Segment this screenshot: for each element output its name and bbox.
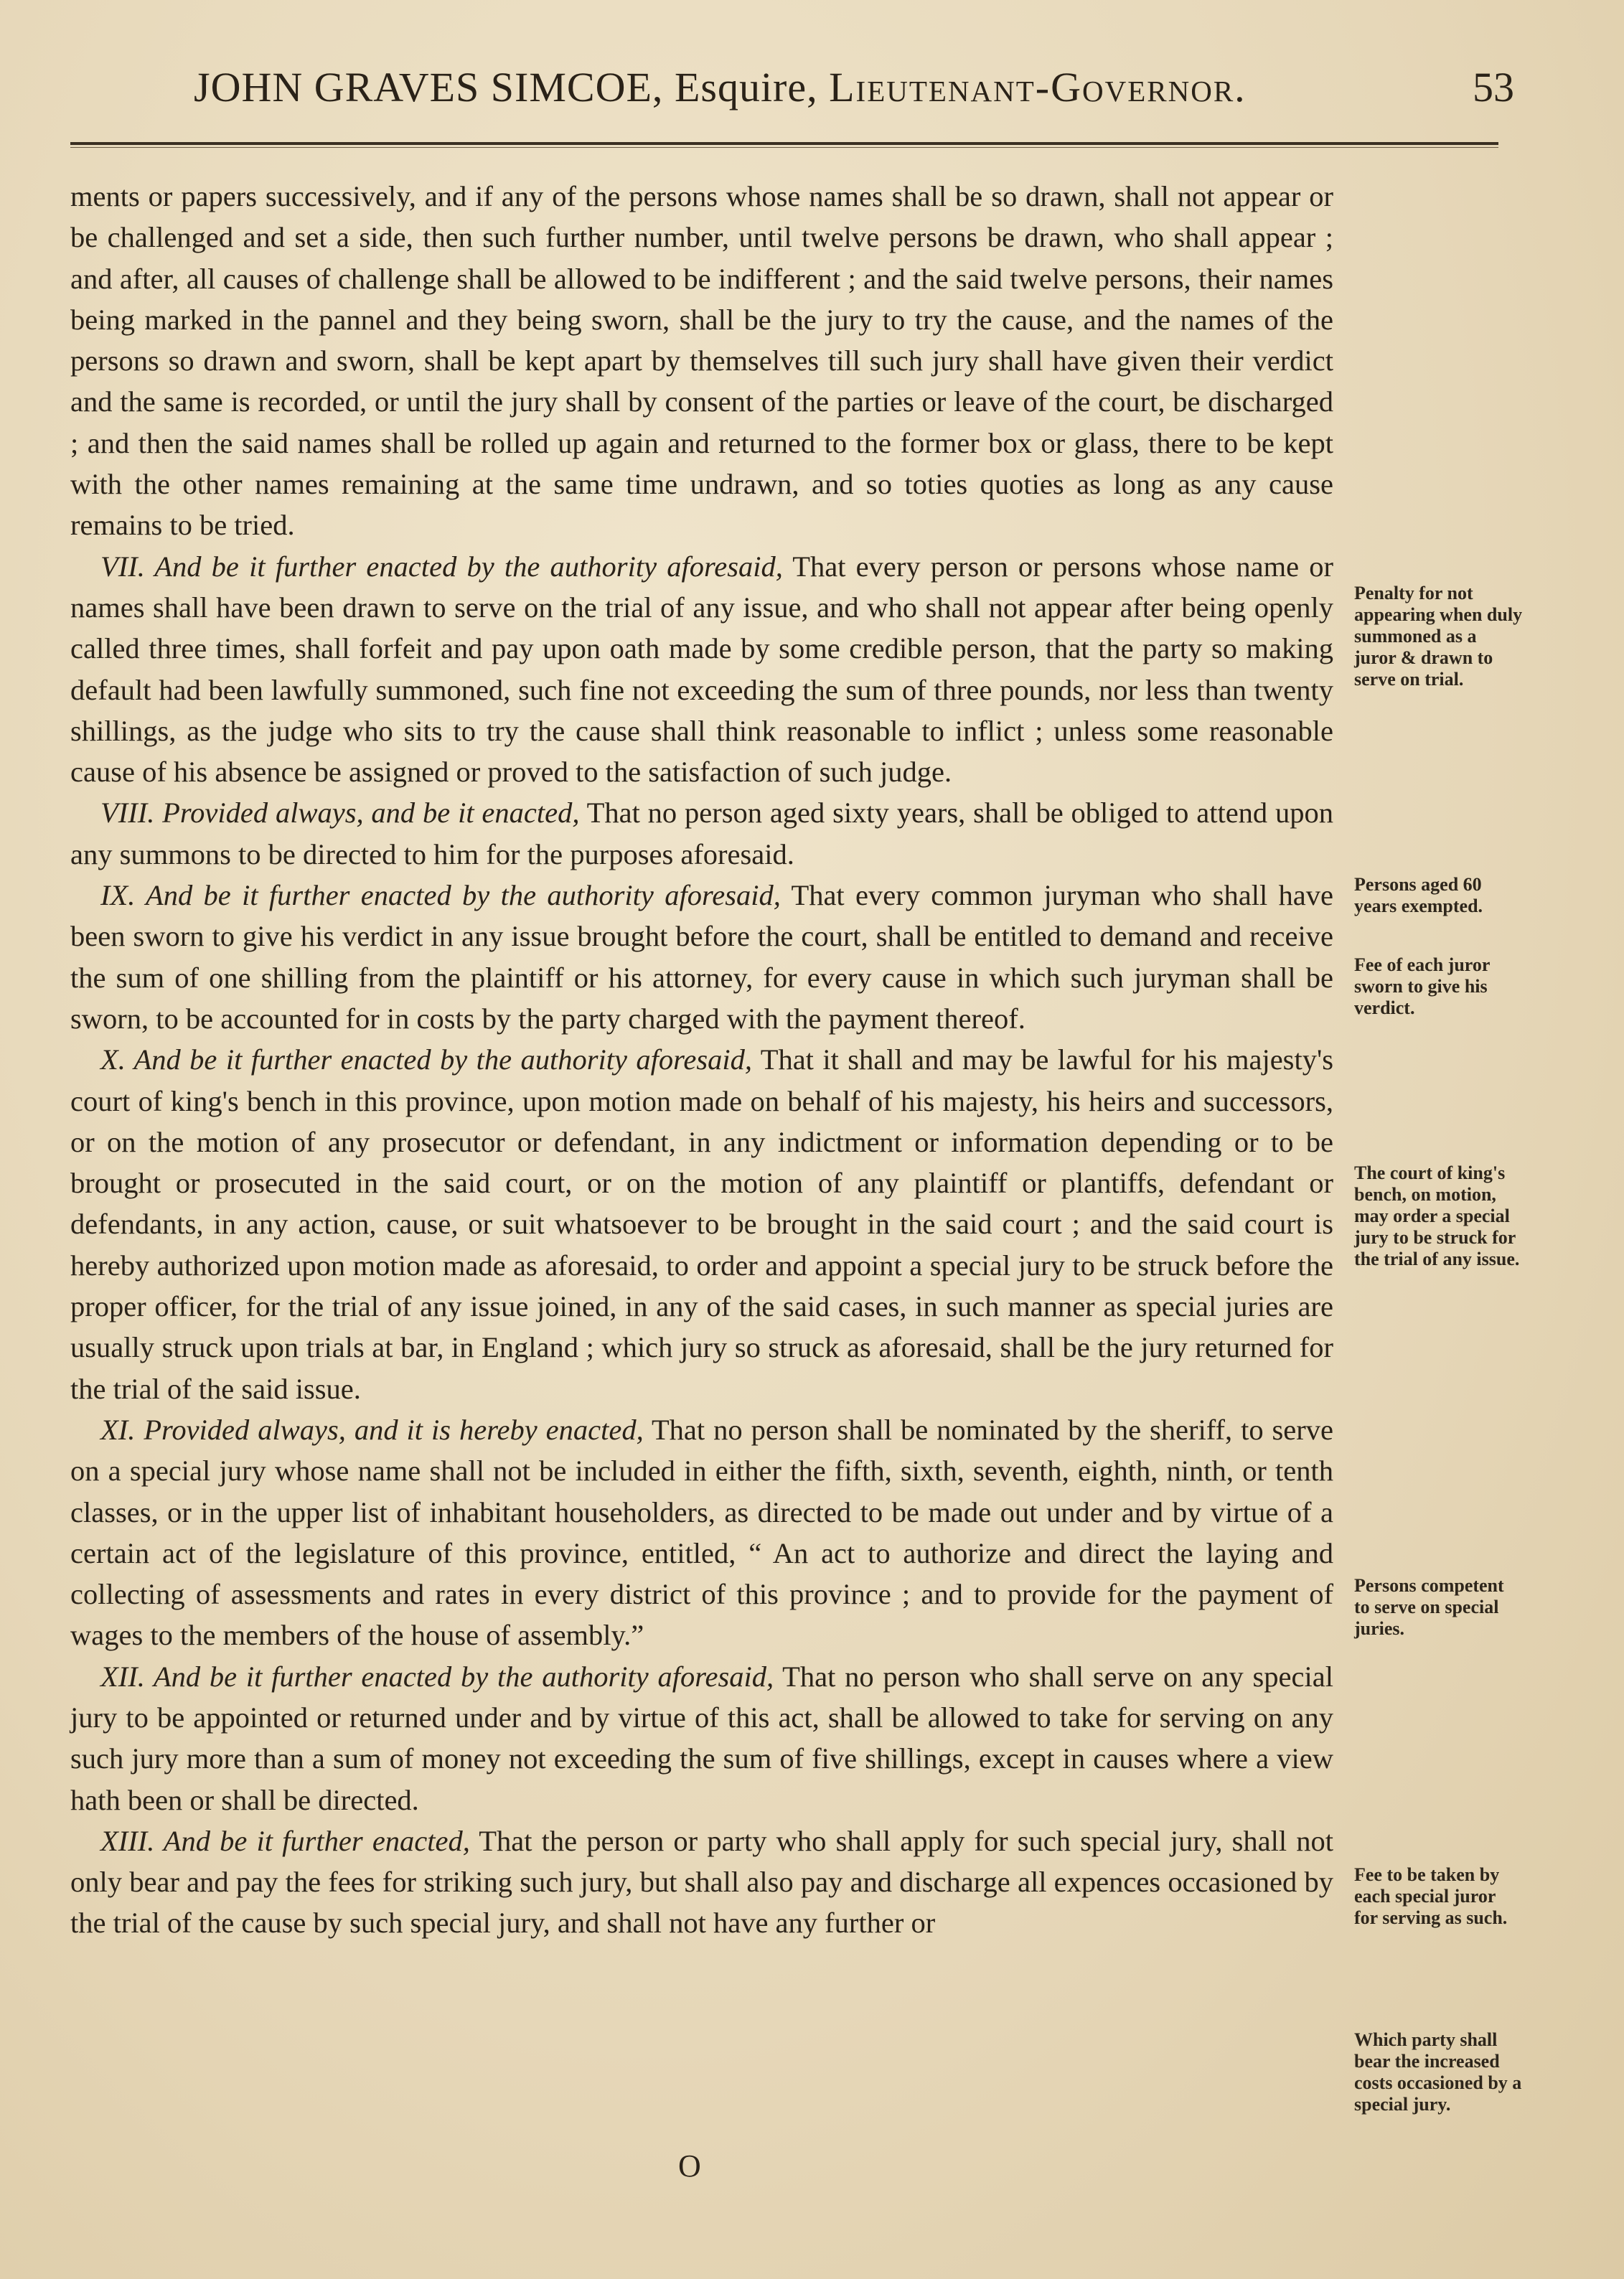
- section-lead: XIII. And be it further enacted,: [100, 1824, 470, 1857]
- section-lead: IX. And be it further enacted by the authority aforesaid,: [100, 879, 781, 912]
- header-rule-thin: [70, 147, 1498, 148]
- section-lead: VII. And be it further enacted by the authority aforesaid,: [100, 550, 783, 583]
- body-text: [70, 176, 1333, 1944]
- margin-note-juror-fee: Fee of each juror sworn to give his verdict.: [1354, 954, 1490, 1018]
- section-xii: [70, 1656, 1333, 1820]
- section-lead: XII. And be it further enacted by the authority aforesaid,: [100, 1660, 774, 1693]
- section-text: That no person aged sixty years, shall be obliged to attend upon any summons to be directed to him for the purposes aforesaid.: [70, 797, 1334, 870]
- margin-note-penalty: Penalty for not appearing when duly summoned as a juror & drawn to serve on trial.: [1354, 583, 1523, 690]
- paragraph-continuation: ments or papers successively, and if any of the persons whose names shall be so drawn, shall not appear or be challenged and set a side, then such further number, until twelve persons be drawn, who shall appear ; and after, all causes of challenge shall be allowed to be indifferent ; and the said twelve persons, their names being marked in the pannel and they being sworn, shall be the jury to try the cause, and the names of the persons so drawn and sworn, shall be kept apart by themselves till such jury shall have given their verdict and the same is recorded, or until the jury shall by consent of the parties or leave of the court, be discharged ; and then the said names shall be rolled up again and returned to the former box or glass, there to be kept with the other names remaining at the same time undrawn, and so toties quoties as long as any cause remains to be tried.: [70, 180, 1333, 542]
- header-rule: [70, 142, 1498, 145]
- section-lead: XI. Provided always, and it is hereby enacted,: [100, 1413, 644, 1446]
- section-text: That the person or party who shall apply for such special jury, shall not only bear and pay the fees for striking such jury, but shall also pay and discharge all expences occasioned by the trial of the cause by such special jury, and shall not have any further or: [70, 1824, 1333, 1940]
- section-x: [70, 1039, 1333, 1409]
- section-text: That it shall and may be lawful for his majesty's court of king's bench in this province, upon motion made on behalf of his majesty, his heirs and successors, or on the motion of any prosecutor or defendant, in any indictment or information depending or to be brought or prosecuted in the said court, or on the motion of any plaintiff or plantiffs, defendant or defendants, in any action, cause, or suit whatsoever to be brought in the said court ; and the said court is hereby authorized upon motion made as aforesaid, to order and appoint a special jury to be struck before the proper officer, for the trial of any issue joined, in any of the said cases, in such manner as special juries are usually struck upon trials at bar, in England ; which jury so struck as aforesaid, shall be the jury returned for the trial of the said issue.: [70, 1043, 1333, 1405]
- section-text: That no person shall be nominated by the sheriff, to serve on a special jury whose name shall not be included in either the fifth, sixth, seventh, eighth, ninth, or tenth classes, or in the upper list of inhabitant householders, as directed to be made out under and by virtue of a certain act of the legislature of this province, entitled, “ An act to authorize and direct the laying and collecting of assessments and rates in every district of this province ; and to provide for the payment of wages to the members of the house of assembly.”: [70, 1413, 1333, 1652]
- section-xiii: [70, 1820, 1333, 1944]
- margin-note-competent: Persons competent to serve on special juries.: [1354, 1575, 1504, 1639]
- margin-note-special-fee: Fee to be taken by each special juror for serving as such.: [1354, 1864, 1508, 1928]
- header-office: Lieutenant-Governor.: [829, 64, 1247, 111]
- margin-note-special-jury: The court of king's bench, on motion, may order a special jury to be struck for the trial of any issue.: [1354, 1162, 1520, 1269]
- margin-note-exempted: Persons aged 60 years exempted.: [1354, 874, 1483, 916]
- section-ix: [70, 875, 1333, 1039]
- section-lead: VIII. Provided always, and be it enacted,: [100, 797, 580, 830]
- section-xi: [70, 1409, 1333, 1656]
- signature-mark: O: [678, 2148, 701, 2184]
- section-vii: [70, 546, 1333, 793]
- running-header: [194, 63, 1514, 128]
- header-name: JOHN GRAVES SIMCOE,: [194, 64, 664, 111]
- section-text: That every common juryman who shall have been sworn to give his verdict in any issue brought before the court, shall be entitled to demand and receive the sum of one shilling from the plaintiff or his attorney, for every cause in which such juryman shall be sworn, to be accounted for in costs by the party charged with the payment thereof.: [70, 879, 1334, 1035]
- section-lead: X. And be it further enacted by the authority aforesaid,: [100, 1043, 753, 1076]
- header-title: [194, 63, 1247, 111]
- page-number: 53: [1473, 64, 1514, 111]
- header-esquire: Esquire,: [663, 64, 830, 111]
- margin-note-costs: Which party shall bear the increased costs occasioned by a special jury.: [1354, 2029, 1522, 2115]
- section-text: That every person or persons whose name or names shall have been drawn to serve on the trial of any issue, and who shall not appear after being openly called three times, shall forfeit and pay upon oath made by some credible person, that the party so making default had been lawfully summoned, such fine not exceeding the sum of three pounds, nor less than twenty shillings, as the judge who sits to try the cause shall think reasonable to inflict ; unless some reasonable cause of his absence be assigned or proved to the satisfaction of such judge.: [70, 550, 1333, 789]
- section-text: That no person who shall serve on any special jury to be appointed or returned under and by virtue of this act, shall be allowed to take for serving on any such jury more than a sum of money not exceeding the sum of five shillings, except in causes where a view hath been or shall be directed.: [70, 1660, 1333, 1816]
- section-viii: [70, 792, 1333, 875]
